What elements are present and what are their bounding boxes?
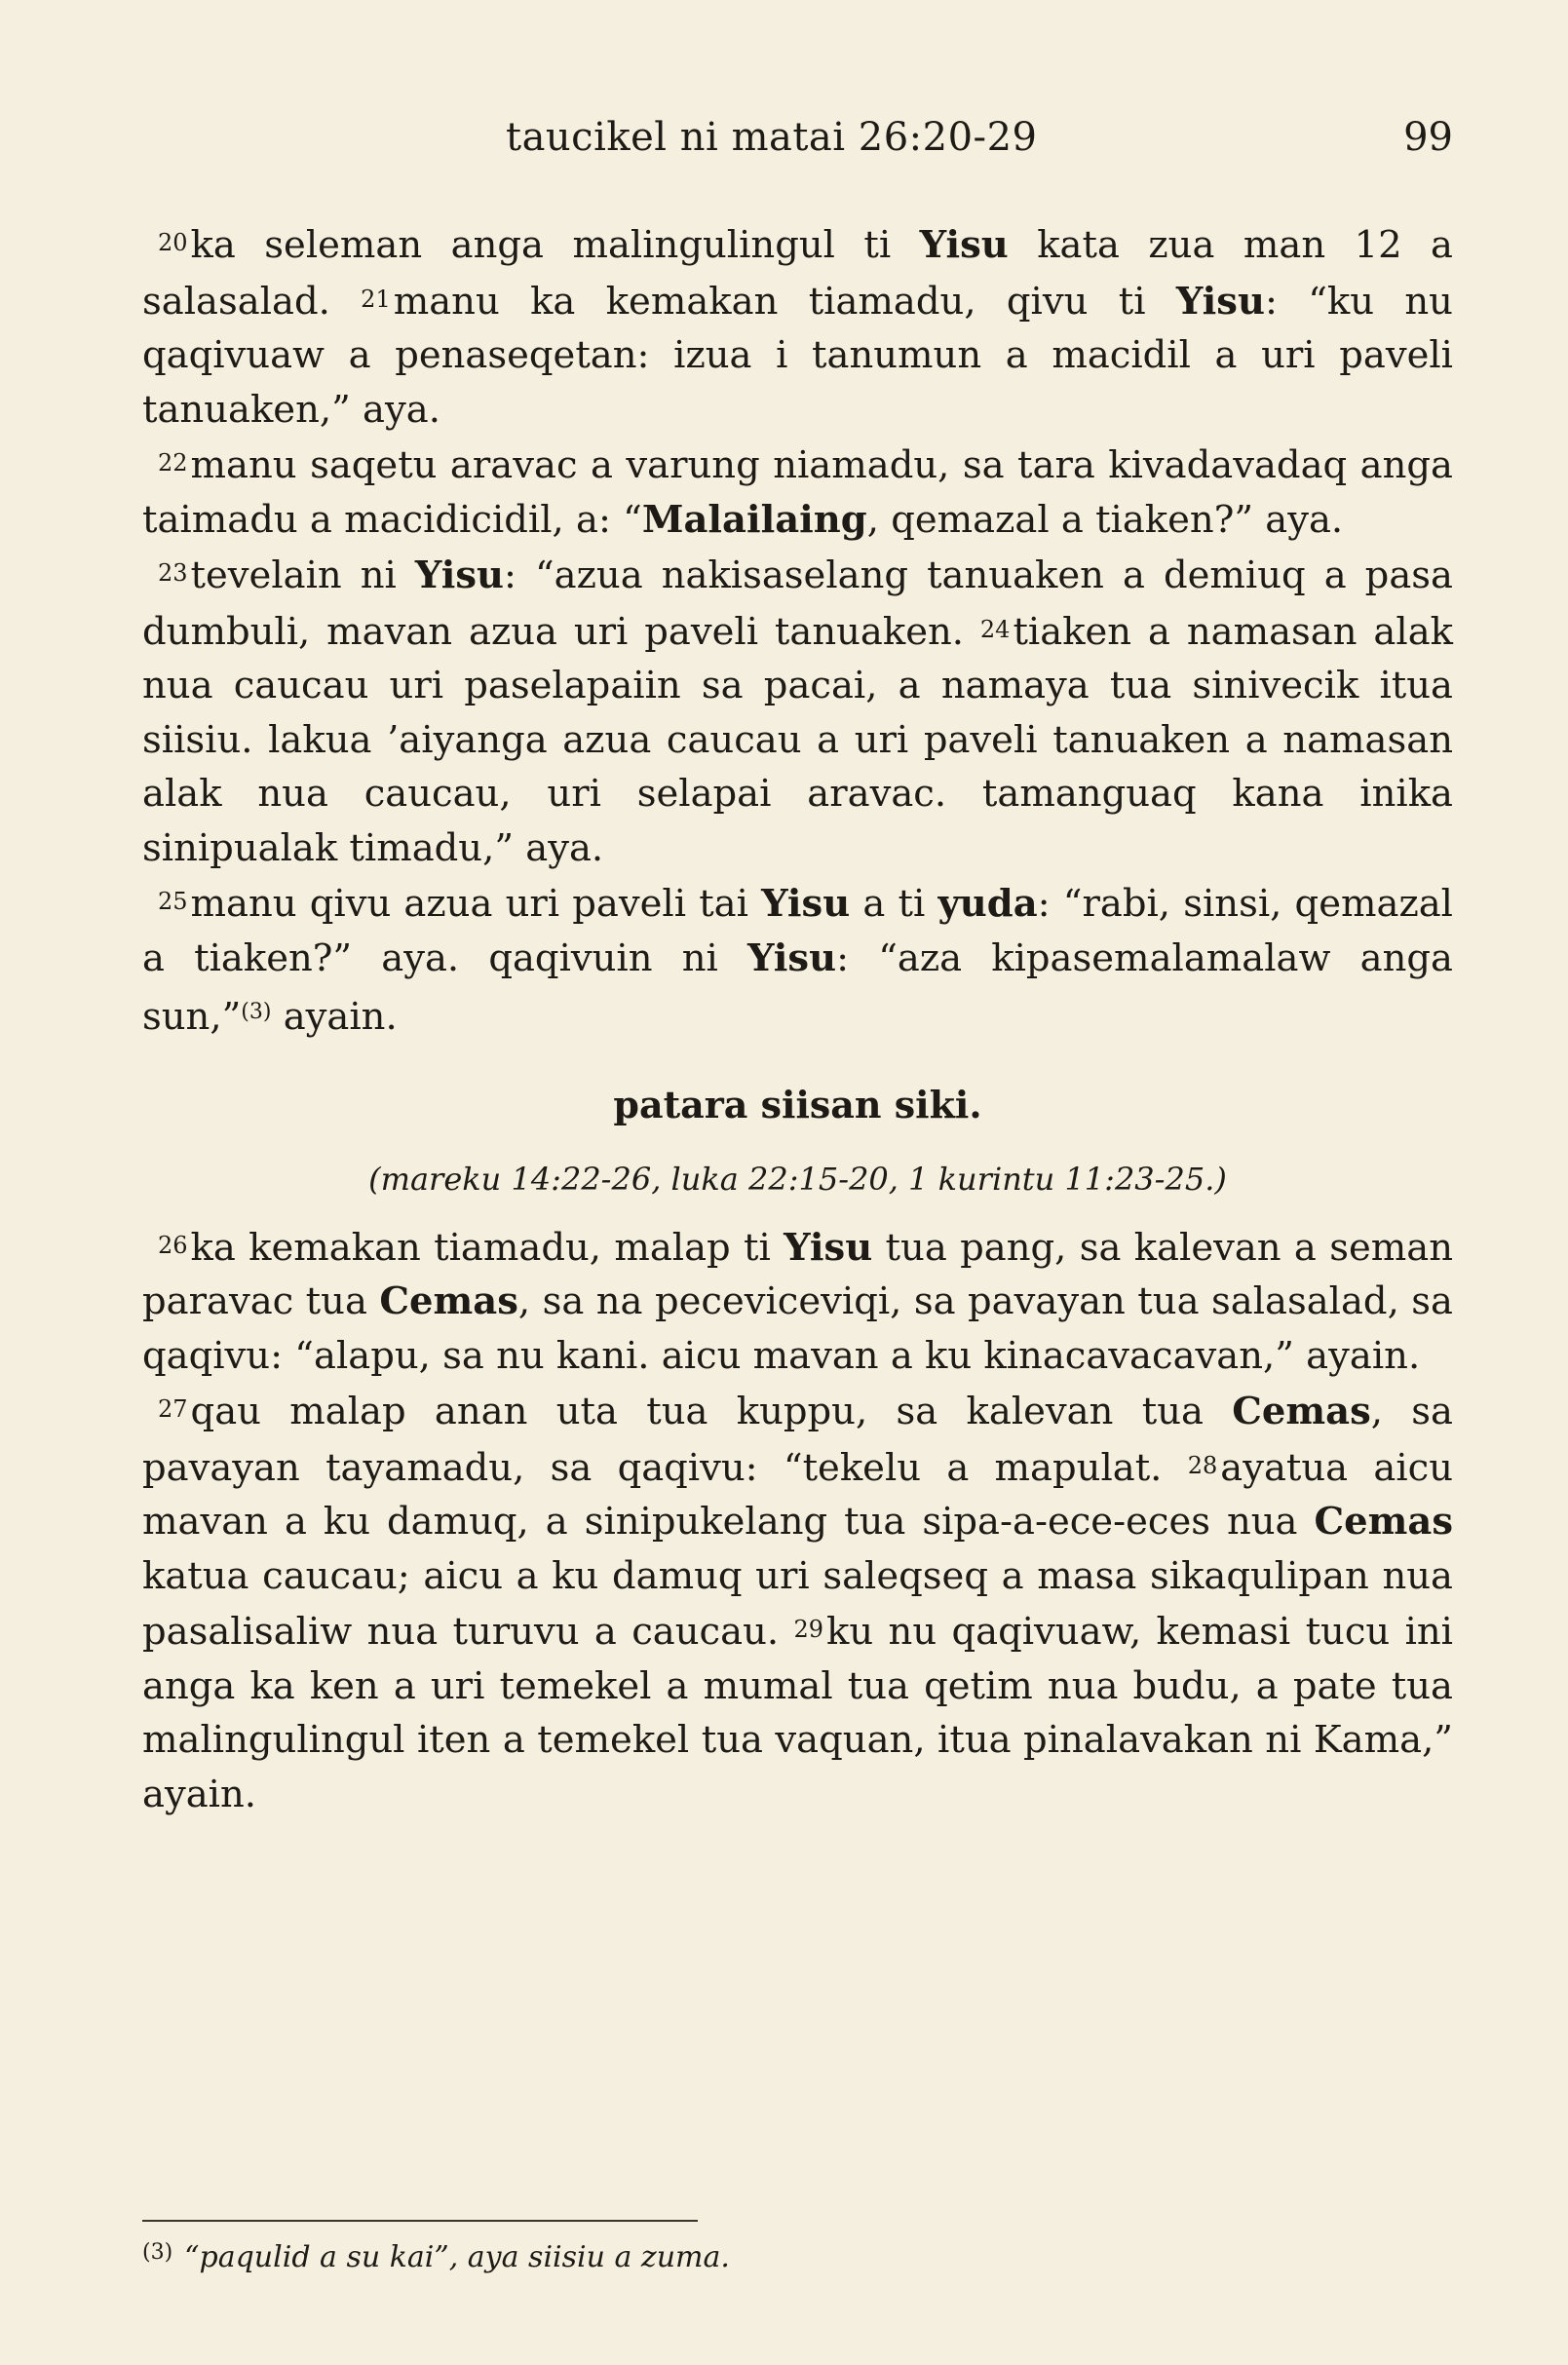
verse-text: : “aza kipasemalamalaw anga sun,”: [142, 935, 1453, 1039]
verse-text: qau malap anan uta tua kuppu, sa kalevan tua: [190, 1390, 1233, 1433]
verse-text: tua pang, sa kalevan a seman paravac tua: [142, 1225, 1453, 1323]
verse-text: katua caucau; aicu a ku damuq uri saleqseq a masa sikaqulipan nua pasalisaliw nua turuvu a caucau.: [142, 1553, 1453, 1654]
footnote-reference: (3): [241, 1000, 272, 1024]
verse-number: 24: [979, 615, 1011, 643]
verse-text: ayatua aicu mavan a ku damuq, a sinipukelang tua sipa-a-ece-eces nua: [142, 1445, 1453, 1544]
bold-name: Yisu: [784, 1225, 873, 1270]
bold-name: Yisu: [919, 223, 1009, 267]
verse-text: , qemazal a tiaken?” aya.: [866, 497, 1344, 542]
footnote-mark: (3): [142, 2240, 173, 2265]
bold-name: Yisu: [761, 882, 851, 926]
verse-number: 21: [361, 285, 391, 313]
page-number: 99: [1403, 115, 1453, 160]
bold-name: Yisu: [1175, 279, 1265, 324]
verse-text: manu ka kemakan tiamadu, qivu ti: [393, 279, 1176, 324]
verse-paragraph: [142, 437, 1453, 547]
bold-name: Yisu: [414, 553, 504, 597]
verse-text: tevelain ni: [190, 553, 415, 597]
bold-name: Cemas: [1314, 1500, 1453, 1544]
verse-number: 23: [158, 559, 188, 587]
verse-text: : “ku nu qaqivuaw a penaseqetan: izua i tanumun a macidil a uri paveli tanuaken,” aya.: [142, 279, 1453, 432]
footnote-text: “paqulid a su kai”, aya siisiu a zuma.: [184, 2240, 730, 2274]
verse-number: 28: [1187, 1451, 1218, 1479]
verse-paragraph: [142, 875, 1453, 1045]
verse-paragraph: [142, 1383, 1453, 1821]
verse-paragraph: [142, 1219, 1453, 1384]
verse-number: 29: [793, 1616, 824, 1643]
body-text: [142, 216, 1453, 1821]
bold-name: yuda: [937, 882, 1038, 926]
bold-name: Yisu: [746, 935, 837, 980]
footnote-divider: [142, 2220, 698, 2222]
verse-text: ku nu qaqivuaw, kemasi tucu ini anga ka ken a uri temekel a mumal tua qetim nua budu, a pate tua malingulingul iten a temekel tua vaquan, itua pinalavakan ni Kama,” ayain.: [142, 1610, 1453, 1816]
verse-number: 26: [158, 1231, 188, 1259]
verse-text: manu qivu azua uri paveli tai: [190, 882, 762, 926]
bold-name: Malailaing: [641, 497, 867, 542]
verse-text: manu saqetu aravac a varung niamadu, sa tara kivadavadaq anga taimadu a macidicidil, a: “: [142, 443, 1453, 542]
bold-name: Cemas: [1232, 1390, 1371, 1433]
verse-number: 20: [158, 229, 188, 256]
verse-text: tiaken a namasan alak nua caucau uri paselapaiin sa pacai, a namaya tua sinivecik itua siisiu. lakua ’aiyanga azua caucau a uri paveli tanuaken a namasan alak nua caucau, uri selapai aravac. tamanguaq kana inika sinipualak timadu,” aya.: [142, 609, 1453, 870]
verse-text: a ti: [850, 882, 938, 926]
verse-text: ka seleman anga malingulingul ti: [190, 223, 920, 267]
bold-name: Cemas: [379, 1279, 518, 1323]
verse-text: ayain.: [271, 995, 398, 1039]
page-header: [142, 115, 1453, 173]
verse-text: ka kemakan tiamadu, malap ti: [190, 1225, 784, 1270]
verse-text: , sa na peceviceviqi, sa pavayan tua salasalad, sa qaqivu: “alapu, sa nu kani. aicu mavan a ku kinacavacavan,” ayain.: [142, 1279, 1453, 1378]
verse-text: kata zua man 12 a salasalad.: [142, 223, 1453, 324]
verse-paragraph: [142, 216, 1453, 437]
verse-number: 22: [158, 449, 188, 477]
running-title: taucikel ni matai 26:20-29: [506, 115, 1038, 160]
parallel-references: (mareku 14:22-26, luka 22:15-20, 1 kurintu 11:23-25.): [368, 1161, 1227, 1198]
verse-text: , sa pavayan tayamadu, sa qaqivu: “tekelu a mapulat.: [142, 1390, 1454, 1490]
verse-number: 25: [158, 888, 188, 915]
verse-number: 27: [158, 1395, 188, 1423]
verse-text: : “rabi, sinsi, qemazal a tiaken?” aya. qaqivuin ni: [142, 882, 1453, 980]
verses-after: [142, 1219, 1453, 1822]
section-heading: patara siisan siki.: [613, 1082, 982, 1126]
verses-before: [142, 216, 1453, 1045]
verse-paragraph: [142, 547, 1453, 875]
verse-text: : “azua nakisaselang tanuaken a demiuq a pasa dumbuli, mavan azua uri paveli tanuaken.: [142, 553, 1453, 654]
footnote: [142, 2233, 1453, 2277]
